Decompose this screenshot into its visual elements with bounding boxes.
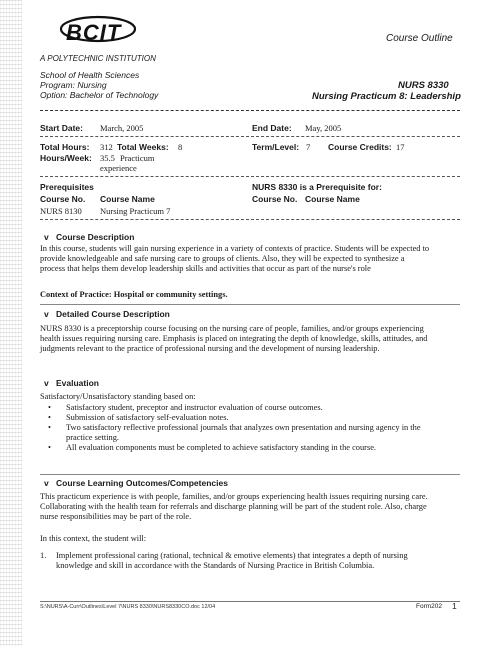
evaluation-marker: v	[44, 378, 49, 388]
school-name: School of Health Sciences	[40, 70, 140, 80]
footer-page-number: 1	[452, 601, 457, 611]
course-description-heading: Course Description	[56, 232, 135, 242]
outcome-item-1-line-1: Implement professional caring (rational, technical & emotive elements) that integrates a depth of nursing	[56, 551, 408, 560]
prereq-col-course-name: Course Name	[100, 194, 155, 204]
prereq-col-course-no: Course No.	[40, 194, 86, 204]
detailed-description-line-1: NURS 8330 is a preceptorship course focusing on the nursing care of people, families, and/or groups experiencing	[40, 324, 424, 333]
header-divider	[40, 110, 460, 111]
prerequisites-heading: Prerequisites	[40, 182, 94, 192]
course-description-line-3: process that helps them develop leadership skills and activities that occur as part of the nurse's role	[40, 264, 371, 273]
course-description-marker: v	[44, 232, 49, 242]
hours-week-note-2: experience	[100, 163, 137, 173]
hours-week-note-1: Practicum	[120, 153, 155, 163]
outcomes-line-2: Collaborating with the health team for referrals and discharge planning will be part of the student role. Also, charge	[40, 502, 427, 511]
evaluation-list	[40, 403, 470, 453]
total-weeks-value: 8	[178, 142, 183, 152]
outcomes-text	[40, 492, 470, 522]
detailed-description-heading: Detailed Course Description	[56, 309, 170, 319]
hours-divider	[40, 176, 460, 177]
detailed-description-text	[40, 324, 470, 354]
evaluation-item: • Two satisfactory reflective professional journals that analyzes own presentation and nursing agency in the	[40, 423, 470, 433]
evaluation-item: • Satisfactory student, preceptor and instructor evaluation of course outcomes.	[40, 403, 470, 413]
evaluation-item: • Submission of satisfactory self-evaluation notes.	[40, 413, 470, 423]
prereq-row-course-no: NURS 8130	[40, 206, 82, 216]
total-weeks-label: Total Weeks:	[117, 142, 169, 152]
outcome-item-1-number: 1.	[40, 551, 47, 560]
hours-week-label: Hours/Week:	[40, 153, 92, 163]
option-name: Option: Bachelor of Technology	[40, 90, 159, 100]
course-code: NURS 8330	[398, 80, 449, 91]
total-hours-label: Total Hours:	[40, 142, 90, 152]
term-level-value: 7	[306, 142, 311, 152]
course-description-line-2: provide knowledgeable and safe nursing care to groups of clients. Also, they will be expected to synthesize a	[40, 254, 405, 263]
outcomes-top-rule	[40, 474, 460, 475]
evaluation-item-continuation: practice setting.	[66, 433, 120, 442]
logo-text: BCIT	[66, 20, 122, 45]
prereq-for-col-course-no: Course No.	[252, 194, 298, 204]
course-credits-label: Course Credits:	[328, 142, 392, 152]
scan-edge-noise	[0, 0, 22, 646]
footer-form-number: Form202	[416, 603, 443, 610]
outcomes-line-3: nurse responsibilities may be part of the role.	[40, 512, 192, 521]
prereq-divider	[40, 219, 460, 220]
detailed-description-line-3: judgments relevant to the practice of professional nursing and the development of nursing leadership.	[40, 344, 380, 353]
hours-week-value: 35.5	[100, 153, 115, 163]
context-of-practice: Context of Practice: Hospital or community settings.	[40, 290, 228, 299]
outcomes-heading: Course Learning Outcomes/Competencies	[56, 478, 228, 488]
footer-file-path: S:\NURS\A-Curr\Outlines\Level 7\NURS 8330\NURS8330CO.doc 12/04	[40, 604, 216, 610]
footer-rule	[40, 601, 460, 602]
term-level-label: Term/Level:	[252, 142, 300, 152]
outcomes-line-1: This practicum experience is with people, families, and/or groups experiencing health issues requiring nursing care.	[40, 492, 428, 501]
course-credits-value: 17	[396, 142, 405, 152]
prereq-for-heading: NURS 8330 is a Prerequisite for:	[252, 182, 382, 192]
evaluation-item: • All evaluation components must be completed to achieve satisfactory standing in the course.	[40, 443, 470, 453]
course-title: Nursing Practicum 8: Leadership	[312, 91, 461, 102]
prereq-row-course-name: Nursing Practicum 7	[100, 206, 171, 216]
institute-tagline: A POLYTECHNIC INSTITUTION	[40, 54, 156, 63]
evaluation-intro: Satisfactory/Unsatisfactory standing based on:	[40, 392, 196, 401]
detailed-description-line-2: health issues requiring nursing care. Emphasis is placed on integrating the depth of knowledge, skills, attitudes, and	[40, 334, 428, 343]
outcomes-marker: v	[44, 478, 49, 488]
detailed-top-rule	[40, 304, 460, 305]
prereq-for-col-course-name: Course Name	[305, 194, 360, 204]
outcome-item-1-line-2: knowledge and skill in accordance with the Standards of Nursing Practice in British Columbia.	[56, 561, 375, 570]
program-name: Program: Nursing	[40, 80, 107, 90]
total-hours-value: 312	[100, 142, 113, 152]
start-date-label: Start Date:	[40, 123, 83, 133]
dates-divider	[40, 136, 460, 137]
evaluation-heading: Evaluation	[56, 378, 99, 388]
outcomes-context-line: In this context, the student will:	[40, 534, 147, 543]
course-description-text	[40, 244, 470, 274]
outcome-item-1	[56, 551, 470, 571]
start-date-value: March, 2005	[100, 123, 144, 133]
end-date-label: End Date:	[252, 123, 292, 133]
detailed-description-marker: v	[44, 309, 49, 319]
doc-type: Course Outline	[386, 33, 453, 44]
course-description-line-1: In this course, students will gain nursing experience in a variety of contexts of practice. Students will be expected to	[40, 244, 430, 253]
end-date-value: May, 2005	[305, 123, 342, 133]
